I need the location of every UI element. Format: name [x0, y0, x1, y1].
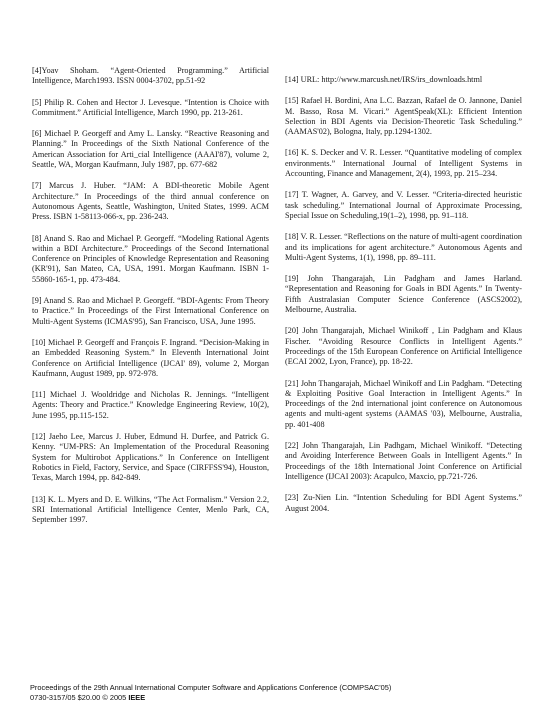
reference-6: [6] Michael P. Georgeff and Amy L. Lansky. “Reactive Reasoning and Planning.” In Proceedings of the Sixth National Conference of the American Association for Arti_cial Intelligence (AAAI'87), volume 2, Seattle, WA, Morgan Kaufmann, July 1987, pp. 677-682 — [32, 129, 269, 170]
reference-19: [19] John Thangarajah, Lin Padgham and James Harland. “Representation and Reasoning for Goals in BDI Agents.” In Twenty-Fifth Australasian Computer Science Conference (ASCS2002), Melbourne, Australia. — [285, 274, 522, 315]
reference-20: [20] John Thangarajah, Michael Winikoff , Lin Padgham and Klaus Fischer. “Avoiding Resource Conflicts in Intelligent Agents.” Proceedings of the 15th European Conference on Artificial Intelligence (ECAI 2002, Lyon, France), pp. 18-22. — [285, 326, 522, 367]
reference-16: [16] K. S. Decker and V. R. Lesser. “Quantitative modeling of complex environments.” International Journal of Intelligent Systems in Accounting, Finance and Management, 2(4), 1993, pp. 215–234. — [285, 148, 522, 179]
proceedings-footer — [30, 683, 391, 703]
reference-18: [18] V. R. Lesser. “Reflections on the nature of multi-agent coordination and its implications for agent architecture.” Autonomous Agents and Multi-Agent Systems, 1(1), 1998, pp. 89–111. — [285, 232, 522, 262]
reference-8: [8] Anand S. Rao and Michael P. Georgeff. “Modeling Rational Agents within a BDI Architecture.” Proceedings of the Second International Conference on Principles of Knowledge Representation and Reasoning (KR'91), San Mateo, CA, USA, 1991. Morgan Kaufmann. ISBN 1-55860-165-1, pp. 473-484. — [32, 233, 269, 284]
ieee-logo-text: IEEE — [128, 693, 146, 702]
reference-13: [13] K. L. Myers and D. E. Wilkins, “The Act Formalism.” Version 2.2, SRI International Artificial Intelligence Center, Menlo Park, CA, September 1997. — [32, 494, 269, 525]
reference-10: [10] Michael P. Georgeff and François F. Ingrand. “Decision-Making in an Embedded Reasoning System.” In Eleventh International Joint Conference on Artificial Intelligence (IJCAI' 89), volume 2, Morgan Kaufmann, August 1989, pp. 972-978. — [32, 337, 269, 378]
reference-17: [17] T. Wagner, A. Garvey, and V. Lesser. “Criteria-directed heuristic task scheduling.” International Journal of Approximate Processing, Special Issue on Scheduling,19(1–2), 1998, pp. 91–118. — [285, 190, 522, 220]
references-left-column — [32, 66, 269, 525]
references-right-column — [285, 66, 522, 514]
reference-14: [14] URL: http://www.marcush.net/IRS/irs_downloads.html — [285, 75, 483, 84]
reference-9: [9] Anand S. Rao and Michael P. Georgeff. “BDI-Agents: From Theory to Practice.” In Proceedings of the First International Conference on Multi-Agent Systems (ICMAS'95), San Francisco, USA, June 1995. — [32, 296, 269, 326]
reference-5: [5] Philip R. Cohen and Hector J. Levesque. “Intention is Choice with Commitment.” Artificial Intelligence, March 1990, pp. 213-261. — [32, 97, 269, 117]
footer-copyright-text: 0730-3157/05 $20.00 © 2005 — [30, 693, 129, 702]
reference-7: [7] Marcus J. Huber. “JAM: A BDI-theoretic Mobile Agent Architecture.” In Proceedings of the third annual conference on Autonomous Agents, Seattle, Washington, United States, 1999. ACM Press. ISBN 1-58113-066-x, pp. 236-243. — [32, 181, 269, 222]
reference-21: [21] John Thangarajah, Michael Winikoff and Lin Padgham. “Detecting & Exploiting Positive Goal Interaction in Intelligent Agents.” In Proceedings of the 2nd international joint conference on Autonomous agents and multi-agent systems (AAMAS '03), Melbourne, Australia, pp. 401-408 — [285, 378, 522, 429]
reference-23: [23] Zu-Nien Lin. “Intention Scheduling for BDI Agent Systems.” August 2004. — [285, 493, 522, 513]
reference-12: [12] Jaeho Lee, Marcus J. Huber, Edmund H. Durfee, and Patrick G. Kenny. “UM-PRS: An Implementation of the Procedural Reasoning System for Multirobot Applications.” In Conference on Intelligent Robotics in Field, Factory, Service, and Space (CIRFFSS'94), Houston, Texas, March 1994, pp. 842-849. — [32, 432, 269, 483]
footer-copyright-line — [30, 693, 391, 703]
footer-proceedings-line: Proceedings of the 29th Annual International Computer Software and Applications Conference (COMPSAC'05) — [30, 683, 392, 692]
reference-22: [22] John Thangarajah, Lin Padhgam, Michael Winikoff. “Detecting and Avoiding Interference Between Goals in Intelligent Agents.” In Proceedings of the 18th International Joint Conference on Artificial Intelligence (IJCAI 2003): Acapulco, Maxcio, pp.721-726. — [285, 441, 522, 481]
reference-11: [11] Michael J. Wooldridge and Nicholas R. Jennings. “Intelligent Agents: Theory and Practice.” Knowledge Engineering Review, 10(2), June 1995, pp.115-152. — [32, 390, 269, 420]
reference-15: [15] Rafael H. Bordini, Ana L.C. Bazzan, Rafael de O. Jannone, Daniel M. Basso, Rosa M. Vicari.” AgentSpeak(XL): Efficient Intention Selection in BDI Agents via Decision-Theoretic Task Scheduling.” (AAMAS'02), Bologna, Italy, pp.1294-1302. — [285, 96, 522, 137]
reference-4: [4]Yoav Shoham. “Agent-Oriented Programming.” Artificial Intelligence, March1993. ISSN 0004-3702, pp.51-92 — [32, 66, 269, 86]
